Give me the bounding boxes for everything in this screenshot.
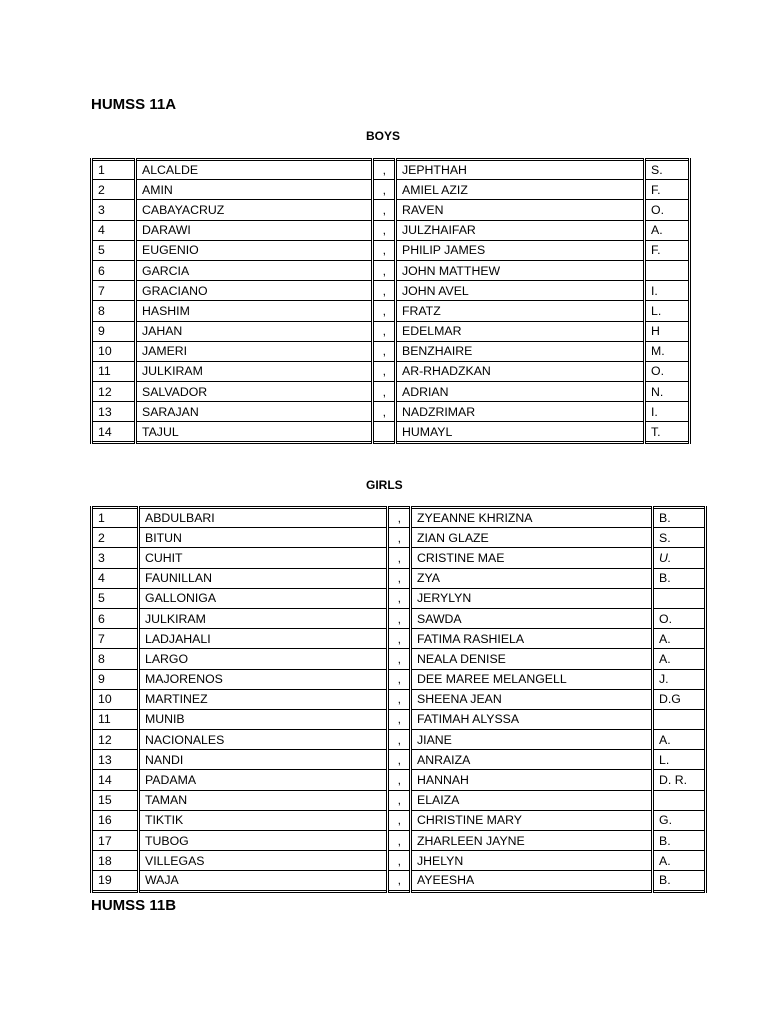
table-row bbox=[92, 810, 706, 830]
row-number-cell: 6 bbox=[92, 608, 139, 628]
comma-separator-cell: , bbox=[388, 689, 411, 709]
last-name-cell: JULKIRAM bbox=[136, 361, 373, 381]
middle-initial-cell: B. bbox=[653, 831, 706, 851]
table-row bbox=[92, 548, 706, 568]
comma-separator-cell: , bbox=[373, 240, 396, 260]
table-row bbox=[92, 689, 706, 709]
row-number-cell: 12 bbox=[92, 382, 136, 402]
comma-separator-cell: , bbox=[373, 301, 396, 321]
table-row bbox=[92, 730, 706, 750]
comma-separator-cell: , bbox=[388, 851, 411, 871]
table-row bbox=[92, 568, 706, 588]
row-number-cell: 19 bbox=[92, 871, 139, 891]
first-name-cell: RAVEN bbox=[396, 200, 645, 220]
row-number-cell: 11 bbox=[92, 709, 139, 729]
middle-initial-cell: B. bbox=[653, 508, 706, 528]
comma-separator-cell: , bbox=[388, 790, 411, 810]
row-number-cell: 16 bbox=[92, 810, 139, 830]
row-number-cell: 6 bbox=[92, 260, 136, 280]
row-number-cell: 7 bbox=[92, 281, 136, 301]
first-name-cell: ELAIZA bbox=[411, 790, 653, 810]
first-name-cell: BENZHAIRE bbox=[396, 341, 645, 361]
last-name-cell: GALLONIGA bbox=[139, 588, 388, 608]
middle-initial-cell: H bbox=[645, 321, 690, 341]
table-row bbox=[92, 281, 690, 301]
table-row bbox=[92, 588, 706, 608]
first-name-cell: JERYLYN bbox=[411, 588, 653, 608]
first-name-cell: ANRAIZA bbox=[411, 750, 653, 770]
last-name-cell: TUBOG bbox=[139, 831, 388, 851]
first-name-cell: DEE MAREE MELANGELL bbox=[411, 669, 653, 689]
middle-initial-cell: F. bbox=[645, 180, 690, 200]
middle-initial-cell: A. bbox=[653, 649, 706, 669]
middle-initial-cell: F. bbox=[645, 240, 690, 260]
first-name-cell: NADZRIMAR bbox=[396, 402, 645, 422]
comma-separator-cell: , bbox=[373, 180, 396, 200]
middle-initial-cell: B. bbox=[653, 871, 706, 891]
middle-initial-cell: S. bbox=[645, 160, 690, 180]
middle-initial-cell: D.G bbox=[653, 689, 706, 709]
last-name-cell: AMIN bbox=[136, 180, 373, 200]
first-name-cell: NEALA DENISE bbox=[411, 649, 653, 669]
comma-separator-cell: , bbox=[388, 770, 411, 790]
comma-separator-cell bbox=[373, 422, 396, 442]
table-row bbox=[92, 608, 706, 628]
last-name-cell: MARTINEZ bbox=[139, 689, 388, 709]
comma-separator-cell: , bbox=[388, 810, 411, 830]
last-name-cell: CUHIT bbox=[139, 548, 388, 568]
middle-initial-cell: M. bbox=[645, 341, 690, 361]
first-name-cell: SHEENA JEAN bbox=[411, 689, 653, 709]
table-row bbox=[92, 669, 706, 689]
middle-initial-cell: A. bbox=[653, 629, 706, 649]
girls-roster-table bbox=[90, 506, 707, 893]
last-name-cell: BITUN bbox=[139, 528, 388, 548]
middle-initial-cell: J. bbox=[653, 669, 706, 689]
table-row bbox=[92, 649, 706, 669]
row-number-cell: 7 bbox=[92, 629, 139, 649]
comma-separator-cell: , bbox=[373, 160, 396, 180]
last-name-cell: NACIONALES bbox=[139, 730, 388, 750]
last-name-cell: ALCALDE bbox=[136, 160, 373, 180]
comma-separator-cell: , bbox=[388, 608, 411, 628]
middle-initial-cell: O. bbox=[645, 361, 690, 381]
comma-separator-cell: , bbox=[388, 831, 411, 851]
first-name-cell: CHRISTINE MARY bbox=[411, 810, 653, 830]
row-number-cell: 9 bbox=[92, 321, 136, 341]
table-row bbox=[92, 871, 706, 891]
row-number-cell: 14 bbox=[92, 770, 139, 790]
last-name-cell: SALVADOR bbox=[136, 382, 373, 402]
row-number-cell: 13 bbox=[92, 402, 136, 422]
comma-separator-cell: , bbox=[388, 588, 411, 608]
first-name-cell: FATIMAH ALYSSA bbox=[411, 709, 653, 729]
first-name-cell: JIANE bbox=[411, 730, 653, 750]
table-row bbox=[92, 790, 706, 810]
table-row bbox=[92, 361, 690, 381]
middle-initial-cell: A. bbox=[653, 730, 706, 750]
comma-separator-cell: , bbox=[388, 568, 411, 588]
last-name-cell: LADJAHALI bbox=[139, 629, 388, 649]
first-name-cell: PHILIP JAMES bbox=[396, 240, 645, 260]
first-name-cell: JEPHTHAH bbox=[396, 160, 645, 180]
row-number-cell: 8 bbox=[92, 649, 139, 669]
table-row bbox=[92, 528, 706, 548]
comma-separator-cell: , bbox=[373, 402, 396, 422]
middle-initial-cell: T. bbox=[645, 422, 690, 442]
table-row bbox=[92, 402, 690, 422]
table-row bbox=[92, 709, 706, 729]
first-name-cell: FATIMA RASHIELA bbox=[411, 629, 653, 649]
table-row bbox=[92, 750, 706, 770]
first-name-cell: ZIAN GLAZE bbox=[411, 528, 653, 548]
boys-heading: BOYS bbox=[366, 129, 401, 143]
comma-separator-cell: , bbox=[388, 871, 411, 891]
row-number-cell: 17 bbox=[92, 831, 139, 851]
last-name-cell: WAJA bbox=[139, 871, 388, 891]
middle-initial-cell: A. bbox=[653, 851, 706, 871]
middle-initial-cell: O. bbox=[645, 200, 690, 220]
last-name-cell: JAMERI bbox=[136, 341, 373, 361]
comma-separator-cell: , bbox=[388, 730, 411, 750]
table-row bbox=[92, 341, 690, 361]
last-name-cell: LARGO bbox=[139, 649, 388, 669]
first-name-cell: HANNAH bbox=[411, 770, 653, 790]
last-name-cell: TIKTIK bbox=[139, 810, 388, 830]
first-name-cell: HUMAYL bbox=[396, 422, 645, 442]
last-name-cell: JULKIRAM bbox=[139, 608, 388, 628]
row-number-cell: 18 bbox=[92, 851, 139, 871]
comma-separator-cell: , bbox=[388, 548, 411, 568]
row-number-cell: 4 bbox=[92, 568, 139, 588]
first-name-cell: ZHARLEEN JAYNE bbox=[411, 831, 653, 851]
boys-roster-table bbox=[90, 158, 691, 444]
last-name-cell: TAMAN bbox=[139, 790, 388, 810]
last-name-cell: VILLEGAS bbox=[139, 851, 388, 871]
first-name-cell: ADRIAN bbox=[396, 382, 645, 402]
last-name-cell: MAJORENOS bbox=[139, 669, 388, 689]
last-name-cell: DARAWI bbox=[136, 220, 373, 240]
middle-initial-cell: A. bbox=[645, 220, 690, 240]
comma-separator-cell: , bbox=[388, 709, 411, 729]
middle-initial-cell: N. bbox=[645, 382, 690, 402]
table-row bbox=[92, 220, 690, 240]
last-name-cell: EUGENIO bbox=[136, 240, 373, 260]
row-number-cell: 1 bbox=[92, 160, 136, 180]
table-row bbox=[92, 831, 706, 851]
middle-initial-cell: I. bbox=[645, 281, 690, 301]
middle-initial-cell: U. bbox=[653, 548, 706, 568]
comma-separator-cell: , bbox=[388, 508, 411, 528]
middle-initial-cell: L. bbox=[645, 301, 690, 321]
row-number-cell: 4 bbox=[92, 220, 136, 240]
last-name-cell: ABDULBARI bbox=[139, 508, 388, 528]
row-number-cell: 5 bbox=[92, 588, 139, 608]
last-name-cell: FAUNILLAN bbox=[139, 568, 388, 588]
first-name-cell: JOHN AVEL bbox=[396, 281, 645, 301]
row-number-cell: 5 bbox=[92, 240, 136, 260]
table-row bbox=[92, 629, 706, 649]
first-name-cell: AYEESHA bbox=[411, 871, 653, 891]
row-number-cell: 14 bbox=[92, 422, 136, 442]
last-name-cell: JAHAN bbox=[136, 321, 373, 341]
first-name-cell: JOHN MATTHEW bbox=[396, 260, 645, 280]
comma-separator-cell: , bbox=[373, 341, 396, 361]
first-name-cell: AMIEL AZIZ bbox=[396, 180, 645, 200]
comma-separator-cell: , bbox=[388, 649, 411, 669]
first-name-cell: JHELYN bbox=[411, 851, 653, 871]
comma-separator-cell: , bbox=[373, 382, 396, 402]
first-name-cell: EDELMAR bbox=[396, 321, 645, 341]
last-name-cell: CABAYACRUZ bbox=[136, 200, 373, 220]
row-number-cell: 15 bbox=[92, 790, 139, 810]
last-name-cell: GARCIA bbox=[136, 260, 373, 280]
row-number-cell: 3 bbox=[92, 200, 136, 220]
first-name-cell: SAWDA bbox=[411, 608, 653, 628]
comma-separator-cell: , bbox=[373, 321, 396, 341]
table-row bbox=[92, 240, 690, 260]
first-name-cell: AR-RHADZKAN bbox=[396, 361, 645, 381]
middle-initial-cell: O. bbox=[653, 608, 706, 628]
last-name-cell: SARAJAN bbox=[136, 402, 373, 422]
middle-initial-cell bbox=[653, 588, 706, 608]
middle-initial-cell: G. bbox=[653, 810, 706, 830]
middle-initial-cell: B. bbox=[653, 568, 706, 588]
table-row bbox=[92, 260, 690, 280]
row-number-cell: 10 bbox=[92, 689, 139, 709]
table-row bbox=[92, 508, 706, 528]
comma-separator-cell: , bbox=[373, 220, 396, 240]
comma-separator-cell: , bbox=[388, 629, 411, 649]
first-name-cell: ZYEANNE KHRIZNA bbox=[411, 508, 653, 528]
boys-roster-body bbox=[92, 160, 690, 443]
comma-separator-cell: , bbox=[373, 361, 396, 381]
last-name-cell: NANDI bbox=[139, 750, 388, 770]
row-number-cell: 10 bbox=[92, 341, 136, 361]
table-row bbox=[92, 770, 706, 790]
last-name-cell: PADAMA bbox=[139, 770, 388, 790]
first-name-cell: JULZHAIFAR bbox=[396, 220, 645, 240]
row-number-cell: 8 bbox=[92, 301, 136, 321]
row-number-cell: 9 bbox=[92, 669, 139, 689]
comma-separator-cell: , bbox=[388, 528, 411, 548]
comma-separator-cell: , bbox=[388, 669, 411, 689]
middle-initial-cell bbox=[653, 709, 706, 729]
girls-roster-body bbox=[92, 508, 706, 892]
last-name-cell: HASHIM bbox=[136, 301, 373, 321]
middle-initial-cell: D. R. bbox=[653, 770, 706, 790]
comma-separator-cell: , bbox=[373, 200, 396, 220]
middle-initial-cell bbox=[645, 260, 690, 280]
row-number-cell: 1 bbox=[92, 508, 139, 528]
first-name-cell: FRATZ bbox=[396, 301, 645, 321]
section-heading-humss-11a: HUMSS 11A bbox=[91, 96, 177, 113]
table-row bbox=[92, 200, 690, 220]
row-number-cell: 3 bbox=[92, 548, 139, 568]
row-number-cell: 11 bbox=[92, 361, 136, 381]
row-number-cell: 2 bbox=[92, 528, 139, 548]
table-row bbox=[92, 301, 690, 321]
first-name-cell: ZYA bbox=[411, 568, 653, 588]
table-row bbox=[92, 382, 690, 402]
middle-initial-cell: L. bbox=[653, 750, 706, 770]
first-name-cell: CRISTINE MAE bbox=[411, 548, 653, 568]
table-row bbox=[92, 321, 690, 341]
section-heading-humss-11b: HUMSS 11B bbox=[91, 897, 177, 914]
table-row bbox=[92, 422, 690, 442]
table-row bbox=[92, 851, 706, 871]
middle-initial-cell: I. bbox=[645, 402, 690, 422]
comma-separator-cell: , bbox=[373, 260, 396, 280]
middle-initial-cell: S. bbox=[653, 528, 706, 548]
last-name-cell: TAJUL bbox=[136, 422, 373, 442]
comma-separator-cell: , bbox=[373, 281, 396, 301]
table-row bbox=[92, 160, 690, 180]
table-row bbox=[92, 180, 690, 200]
last-name-cell: MUNIB bbox=[139, 709, 388, 729]
row-number-cell: 12 bbox=[92, 730, 139, 750]
last-name-cell: GRACIANO bbox=[136, 281, 373, 301]
comma-separator-cell: , bbox=[388, 750, 411, 770]
girls-heading: GIRLS bbox=[366, 478, 403, 492]
middle-initial-cell bbox=[653, 790, 706, 810]
row-number-cell: 2 bbox=[92, 180, 136, 200]
row-number-cell: 13 bbox=[92, 750, 139, 770]
